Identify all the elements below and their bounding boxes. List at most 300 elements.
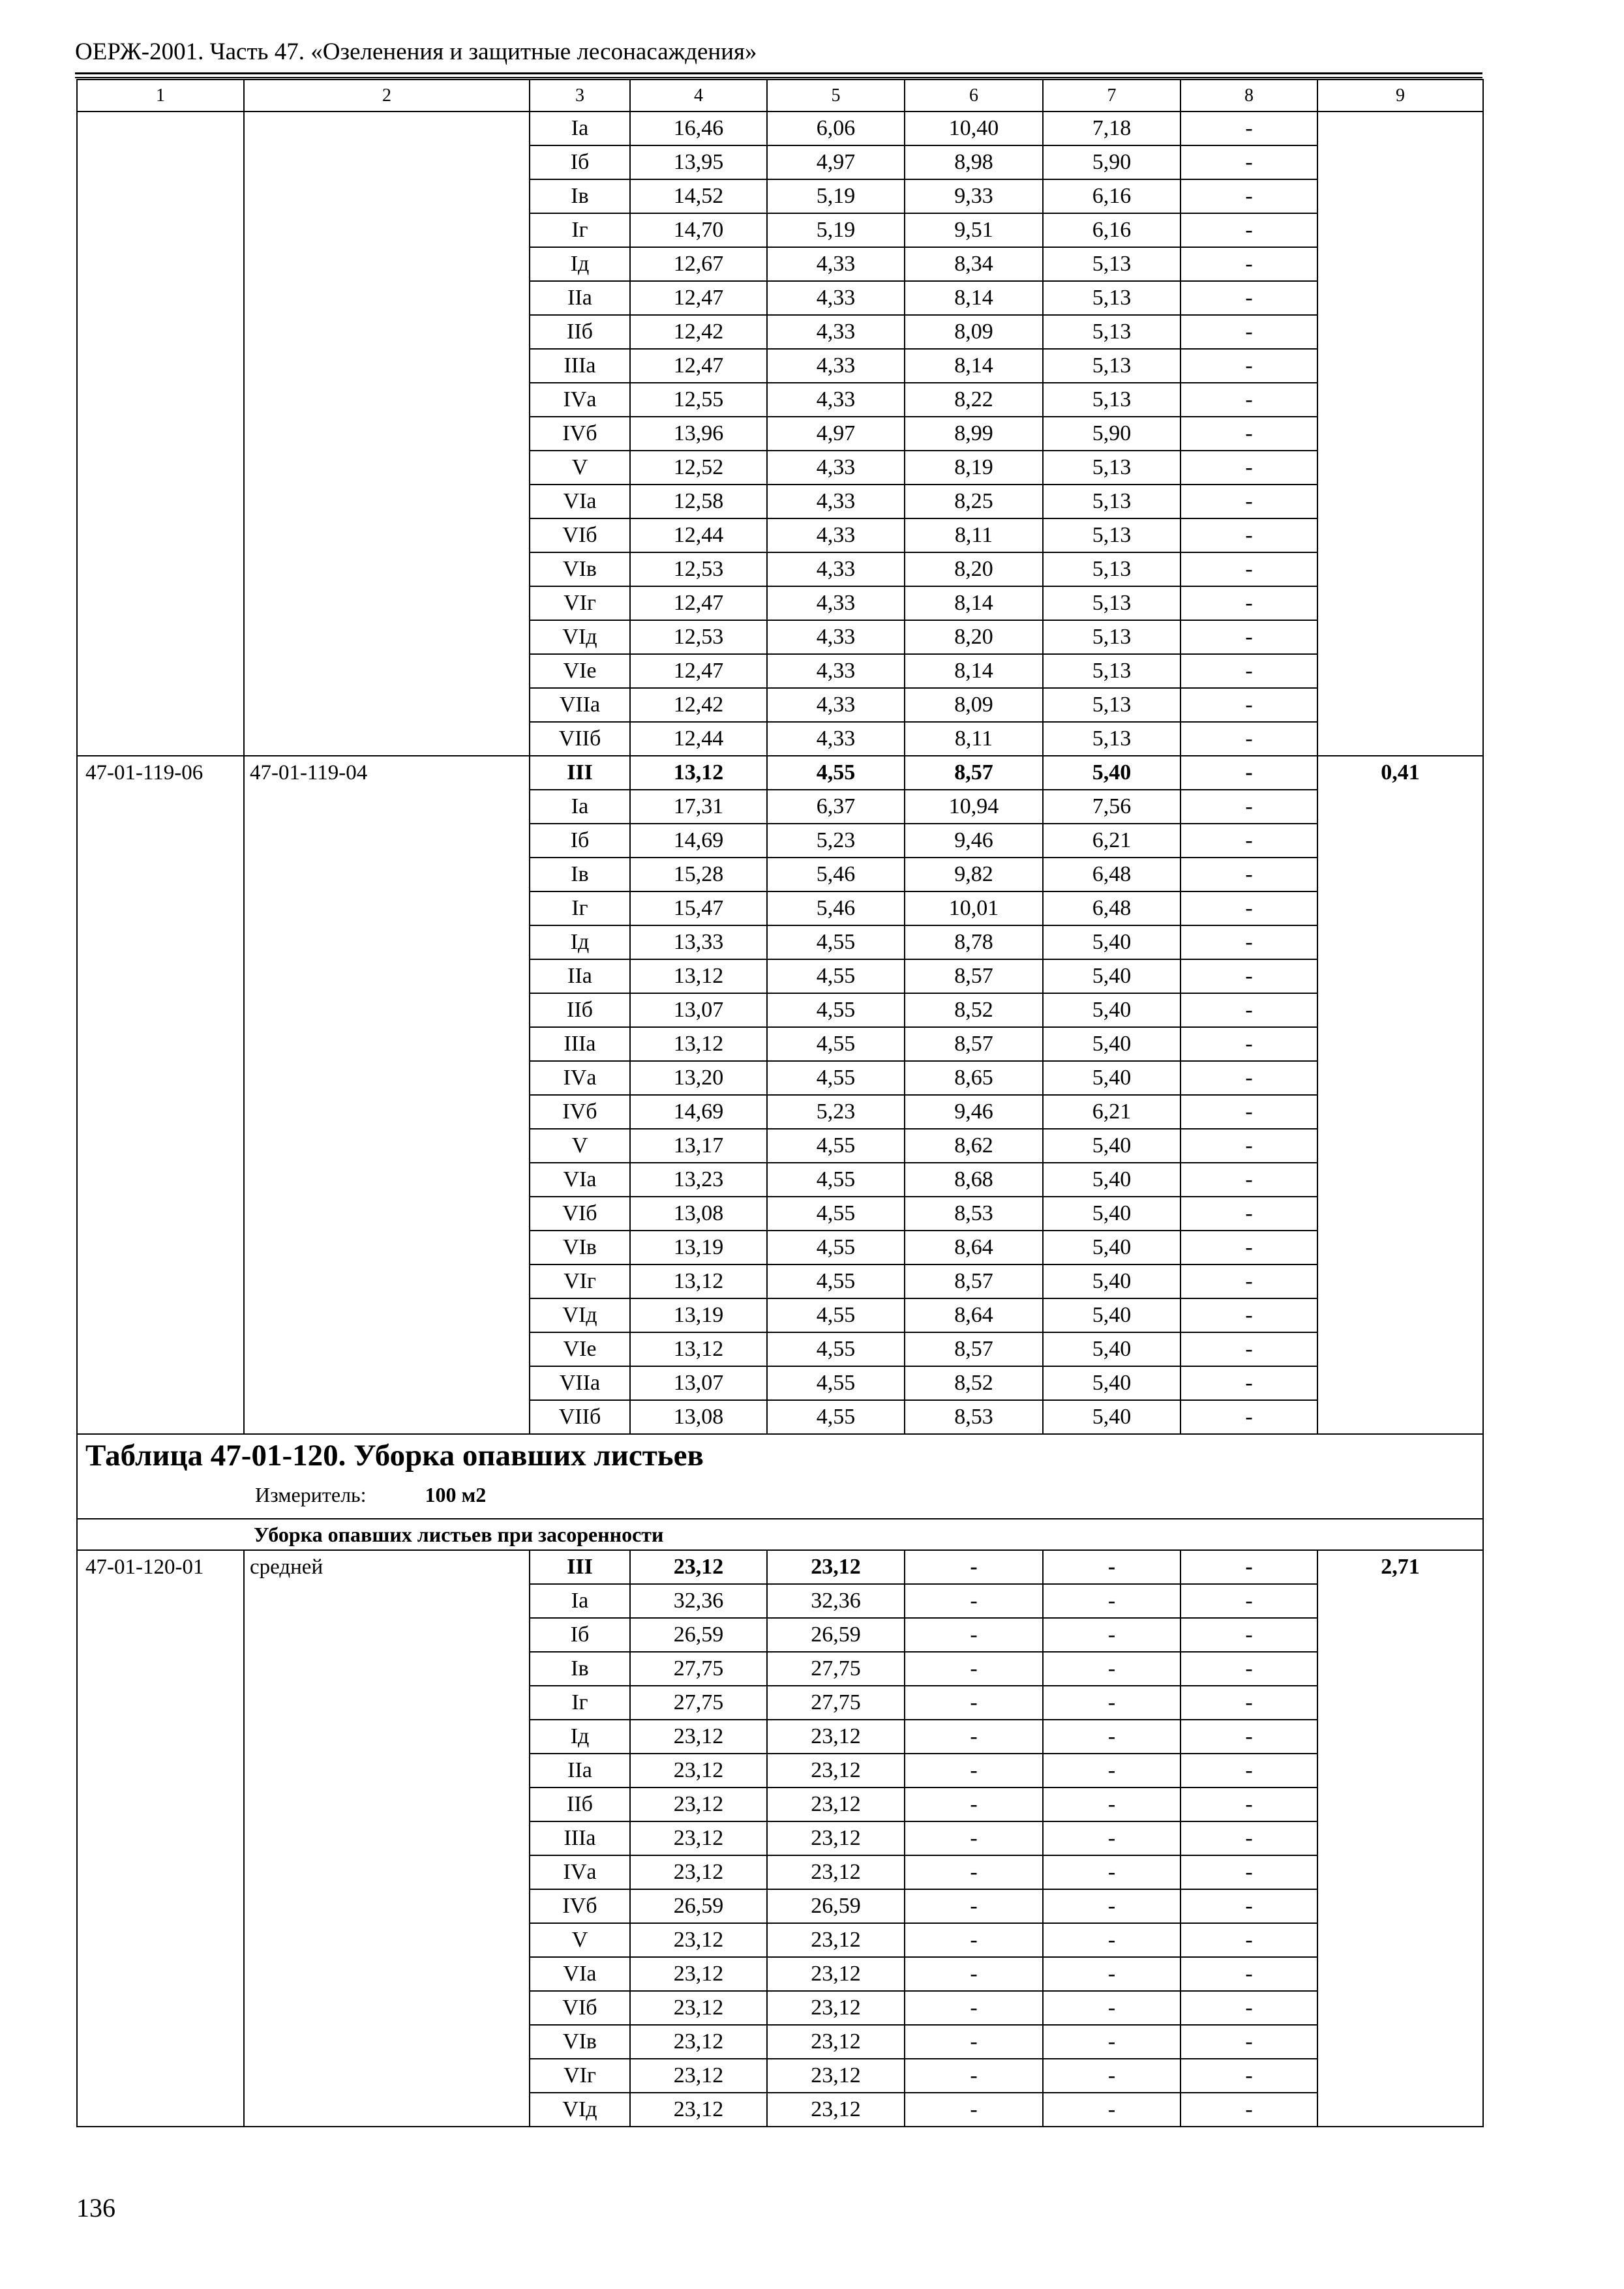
- value-cell: 15,47: [630, 891, 767, 925]
- value-cell: 5,40: [1043, 1332, 1180, 1366]
- value-cell: -: [905, 1550, 1043, 1584]
- value-cell: 7,56: [1043, 790, 1180, 824]
- value-cell: 23,12: [767, 1821, 905, 1855]
- value-cell: 13,20: [630, 1061, 767, 1095]
- value-cell: 4,33: [767, 485, 905, 518]
- zone-cell: Iг: [530, 891, 630, 925]
- value-cell: -: [1180, 722, 1317, 756]
- value-cell: 12,52: [630, 451, 767, 485]
- value-cell: -: [1180, 145, 1317, 179]
- value-cell: 5,13: [1043, 620, 1180, 654]
- materials-cell: 2,71: [1317, 1550, 1483, 2127]
- value-cell: 8,11: [905, 518, 1043, 552]
- value-cell: 15,28: [630, 858, 767, 891]
- section-title: Таблица 47-01-120. Уборка опавших листьев: [85, 1439, 704, 1473]
- value-cell: -: [1043, 1686, 1180, 1720]
- value-cell: 12,44: [630, 518, 767, 552]
- value-cell: 4,33: [767, 349, 905, 383]
- rate-code-cell: [77, 112, 244, 756]
- value-cell: 8,64: [905, 1298, 1043, 1332]
- value-cell: 7,18: [1043, 112, 1180, 145]
- page-header: ОЕРЖ-2001. Часть 47. «Озеленения и защитные лесонасаждения»: [75, 38, 757, 65]
- zone-cell: VIг: [530, 586, 630, 620]
- column-number: 7: [1043, 80, 1180, 112]
- zone-cell: IIIа: [530, 349, 630, 383]
- value-cell: -: [1180, 1618, 1317, 1652]
- value-cell: 13,95: [630, 145, 767, 179]
- value-cell: 23,12: [630, 2093, 767, 2127]
- value-cell: 8,22: [905, 383, 1043, 417]
- value-cell: 12,47: [630, 654, 767, 688]
- value-cell: -: [1180, 2059, 1317, 2093]
- value-cell: -: [1180, 959, 1317, 993]
- value-cell: -: [905, 2093, 1043, 2127]
- value-cell: 16,46: [630, 112, 767, 145]
- zone-cell: VIIа: [530, 688, 630, 722]
- value-cell: 8,99: [905, 417, 1043, 451]
- value-cell: 8,98: [905, 145, 1043, 179]
- value-cell: -: [905, 1889, 1043, 1923]
- value-cell: -: [905, 1788, 1043, 1821]
- value-cell: -: [1180, 1231, 1317, 1264]
- zone-cell: VIг: [530, 1264, 630, 1298]
- table-row: [77, 1550, 1483, 1584]
- value-cell: 23,12: [767, 1788, 905, 1821]
- value-cell: -: [1043, 1788, 1180, 1821]
- value-cell: 6,21: [1043, 1095, 1180, 1129]
- rates-table: [76, 79, 1484, 2127]
- value-cell: -: [1180, 1400, 1317, 1434]
- value-cell: 6,21: [1043, 824, 1180, 858]
- value-cell: -: [1180, 383, 1317, 417]
- value-cell: 23,12: [767, 1855, 905, 1889]
- value-cell: 27,75: [767, 1652, 905, 1686]
- value-cell: 8,57: [905, 1332, 1043, 1366]
- value-cell: 13,12: [630, 1264, 767, 1298]
- rate-code-cell: 47-01-120-01: [77, 1550, 244, 2127]
- value-cell: 5,13: [1043, 349, 1180, 383]
- value-cell: 5,13: [1043, 247, 1180, 281]
- value-cell: -: [1180, 1197, 1317, 1231]
- zone-cell: VIе: [530, 1332, 630, 1366]
- value-cell: 5,23: [767, 824, 905, 858]
- value-cell: 9,46: [905, 824, 1043, 858]
- value-cell: 5,13: [1043, 654, 1180, 688]
- zone-cell: IIб: [530, 1788, 630, 1821]
- zone-cell: Iв: [530, 1652, 630, 1686]
- zone-cell: IVб: [530, 1095, 630, 1129]
- measure-line: [85, 1476, 1482, 1513]
- value-cell: -: [905, 1754, 1043, 1788]
- table-body: [77, 80, 1483, 2127]
- zone-cell: Iг: [530, 1686, 630, 1720]
- value-cell: 4,33: [767, 451, 905, 485]
- value-cell: -: [1180, 1652, 1317, 1686]
- value-cell: 26,59: [630, 1889, 767, 1923]
- zone-cell: VIа: [530, 1163, 630, 1197]
- value-cell: -: [905, 1686, 1043, 1720]
- value-cell: 8,52: [905, 993, 1043, 1027]
- value-cell: -: [1180, 1991, 1317, 2025]
- value-cell: 12,53: [630, 552, 767, 586]
- zone-cell: VIд: [530, 1298, 630, 1332]
- zone-cell: IVа: [530, 1855, 630, 1889]
- value-cell: 5,13: [1043, 722, 1180, 756]
- value-cell: 26,59: [630, 1618, 767, 1652]
- rate-name-cell: 47-01-119-04: [244, 756, 530, 1434]
- header-rule-thin: [75, 77, 1482, 78]
- value-cell: -: [1043, 1821, 1180, 1855]
- value-cell: -: [1180, 213, 1317, 247]
- value-cell: 23,12: [630, 1720, 767, 1754]
- column-number: 3: [530, 80, 630, 112]
- value-cell: 27,75: [767, 1686, 905, 1720]
- value-cell: 23,12: [630, 1855, 767, 1889]
- value-cell: -: [905, 1652, 1043, 1686]
- value-cell: 8,20: [905, 552, 1043, 586]
- value-cell: 8,25: [905, 485, 1043, 518]
- zone-cell: VIв: [530, 1231, 630, 1264]
- value-cell: 13,19: [630, 1231, 767, 1264]
- value-cell: 5,40: [1043, 1400, 1180, 1434]
- value-cell: 26,59: [767, 1618, 905, 1652]
- value-cell: 13,08: [630, 1400, 767, 1434]
- value-cell: -: [1180, 1332, 1317, 1366]
- value-cell: 23,12: [767, 1957, 905, 1991]
- value-cell: 12,42: [630, 688, 767, 722]
- column-number: 4: [630, 80, 767, 112]
- section-row: [77, 1434, 1483, 1519]
- value-cell: -: [1180, 1298, 1317, 1332]
- value-cell: 4,55: [767, 1264, 905, 1298]
- value-cell: -: [1180, 485, 1317, 518]
- measure-label: Измеритель:: [255, 1483, 367, 1506]
- column-number: 8: [1180, 80, 1317, 112]
- value-cell: -: [1180, 654, 1317, 688]
- value-cell: 6,37: [767, 790, 905, 824]
- value-cell: -: [1043, 1923, 1180, 1957]
- value-cell: 13,12: [630, 1332, 767, 1366]
- value-cell: 8,65: [905, 1061, 1043, 1095]
- value-cell: -: [905, 1720, 1043, 1754]
- value-cell: -: [1180, 858, 1317, 891]
- value-cell: -: [1180, 1923, 1317, 1957]
- materials-cell: [1317, 112, 1483, 756]
- value-cell: -: [1180, 620, 1317, 654]
- value-cell: 4,33: [767, 654, 905, 688]
- value-cell: 23,12: [630, 1754, 767, 1788]
- value-cell: -: [1180, 417, 1317, 451]
- value-cell: 23,12: [767, 2093, 905, 2127]
- measure-unit: 100 м2: [425, 1483, 487, 1506]
- value-cell: 8,53: [905, 1197, 1043, 1231]
- value-cell: -: [1180, 993, 1317, 1027]
- value-cell: 23,12: [630, 1991, 767, 2025]
- value-cell: 12,47: [630, 281, 767, 315]
- value-cell: -: [1043, 1618, 1180, 1652]
- zone-cell: Iа: [530, 790, 630, 824]
- value-cell: 5,40: [1043, 1231, 1180, 1264]
- value-cell: 4,33: [767, 586, 905, 620]
- zone-cell: VIг: [530, 2059, 630, 2093]
- column-number: 2: [244, 80, 530, 112]
- value-cell: 13,07: [630, 993, 767, 1027]
- value-cell: -: [1180, 824, 1317, 858]
- value-cell: 12,47: [630, 586, 767, 620]
- zone-cell: Iд: [530, 925, 630, 959]
- value-cell: -: [1043, 1991, 1180, 2025]
- value-cell: 32,36: [767, 1584, 905, 1618]
- zone-cell: VIIб: [530, 1400, 630, 1434]
- value-cell: 12,44: [630, 722, 767, 756]
- value-cell: 4,33: [767, 383, 905, 417]
- value-cell: 8,62: [905, 1129, 1043, 1163]
- value-cell: 13,08: [630, 1197, 767, 1231]
- value-cell: 5,40: [1043, 925, 1180, 959]
- value-cell: 23,12: [767, 2025, 905, 2059]
- value-cell: 8,34: [905, 247, 1043, 281]
- value-cell: -: [1180, 1061, 1317, 1095]
- value-cell: -: [905, 2025, 1043, 2059]
- value-cell: 5,40: [1043, 1298, 1180, 1332]
- value-cell: 5,90: [1043, 417, 1180, 451]
- value-cell: 4,55: [767, 1061, 905, 1095]
- value-cell: -: [1180, 451, 1317, 485]
- zone-cell: IIа: [530, 281, 630, 315]
- zone-cell: III: [530, 756, 630, 790]
- value-cell: 23,12: [767, 1550, 905, 1584]
- value-cell: -: [1180, 1821, 1317, 1855]
- value-cell: 13,23: [630, 1163, 767, 1197]
- value-cell: -: [1180, 1855, 1317, 1889]
- value-cell: 12,67: [630, 247, 767, 281]
- value-cell: 5,40: [1043, 1061, 1180, 1095]
- section-header-cell: [77, 1434, 1483, 1519]
- value-cell: 8,14: [905, 586, 1043, 620]
- zone-cell: VIIб: [530, 722, 630, 756]
- value-cell: 5,13: [1043, 281, 1180, 315]
- value-cell: 8,19: [905, 451, 1043, 485]
- value-cell: 5,13: [1043, 552, 1180, 586]
- value-cell: 6,16: [1043, 213, 1180, 247]
- value-cell: -: [905, 1957, 1043, 1991]
- value-cell: -: [905, 1618, 1043, 1652]
- value-cell: -: [1180, 1957, 1317, 1991]
- value-cell: -: [1180, 1163, 1317, 1197]
- value-cell: -: [1043, 1550, 1180, 1584]
- value-cell: -: [1180, 1720, 1317, 1754]
- value-cell: 8,52: [905, 1366, 1043, 1400]
- zone-cell: IIа: [530, 959, 630, 993]
- value-cell: 5,13: [1043, 688, 1180, 722]
- value-cell: -: [1043, 2093, 1180, 2127]
- value-cell: 27,75: [630, 1652, 767, 1686]
- zone-cell: VIа: [530, 485, 630, 518]
- value-cell: 23,12: [630, 1957, 767, 1991]
- rate-name-cell: [244, 112, 530, 756]
- value-cell: -: [1180, 1550, 1317, 1584]
- zone-cell: IIа: [530, 1754, 630, 1788]
- zone-cell: V: [530, 1129, 630, 1163]
- value-cell: 23,12: [630, 1550, 767, 1584]
- value-cell: 4,55: [767, 1197, 905, 1231]
- value-cell: 4,33: [767, 722, 905, 756]
- value-cell: 12,47: [630, 349, 767, 383]
- value-cell: 9,51: [905, 213, 1043, 247]
- zone-cell: Iд: [530, 1720, 630, 1754]
- zone-cell: VIб: [530, 518, 630, 552]
- value-cell: 5,40: [1043, 1197, 1180, 1231]
- value-cell: 5,40: [1043, 1264, 1180, 1298]
- value-cell: -: [1180, 112, 1317, 145]
- value-cell: 4,55: [767, 993, 905, 1027]
- value-cell: -: [1043, 1584, 1180, 1618]
- value-cell: 9,82: [905, 858, 1043, 891]
- value-cell: 4,55: [767, 1298, 905, 1332]
- materials-cell: 0,41: [1317, 756, 1483, 1434]
- value-cell: 17,31: [630, 790, 767, 824]
- zone-cell: VIд: [530, 620, 630, 654]
- value-cell: 13,19: [630, 1298, 767, 1332]
- zone-cell: VIв: [530, 552, 630, 586]
- value-cell: 23,12: [767, 1720, 905, 1754]
- value-cell: 10,01: [905, 891, 1043, 925]
- value-cell: -: [1180, 1788, 1317, 1821]
- value-cell: -: [1043, 2025, 1180, 2059]
- zone-cell: IVб: [530, 417, 630, 451]
- value-cell: 5,13: [1043, 518, 1180, 552]
- value-cell: -: [905, 1584, 1043, 1618]
- value-cell: -: [1043, 2059, 1180, 2093]
- value-cell: -: [905, 1855, 1043, 1889]
- value-cell: -: [1180, 247, 1317, 281]
- header-rule: [75, 72, 1482, 74]
- value-cell: 10,40: [905, 112, 1043, 145]
- value-cell: 8,78: [905, 925, 1043, 959]
- value-cell: 5,40: [1043, 1129, 1180, 1163]
- value-cell: 13,12: [630, 959, 767, 993]
- value-cell: 4,97: [767, 417, 905, 451]
- value-cell: -: [1180, 1264, 1317, 1298]
- zone-cell: IIб: [530, 993, 630, 1027]
- value-cell: -: [1180, 586, 1317, 620]
- value-cell: 14,52: [630, 179, 767, 213]
- value-cell: 5,19: [767, 179, 905, 213]
- value-cell: 8,53: [905, 1400, 1043, 1434]
- value-cell: 4,33: [767, 247, 905, 281]
- value-cell: 23,12: [630, 2025, 767, 2059]
- table-row: [77, 112, 1483, 145]
- value-cell: -: [1180, 1686, 1317, 1720]
- subheading-row: [77, 1519, 1483, 1550]
- value-cell: 5,46: [767, 858, 905, 891]
- table-row: [77, 756, 1483, 790]
- value-cell: 5,19: [767, 213, 905, 247]
- value-cell: -: [1180, 891, 1317, 925]
- value-cell: 8,57: [905, 959, 1043, 993]
- zone-cell: Iб: [530, 824, 630, 858]
- value-cell: 8,14: [905, 281, 1043, 315]
- column-number: 9: [1317, 80, 1483, 112]
- value-cell: -: [1180, 790, 1317, 824]
- value-cell: 8,57: [905, 756, 1043, 790]
- zone-cell: VIIа: [530, 1366, 630, 1400]
- value-cell: 10,94: [905, 790, 1043, 824]
- value-cell: 4,33: [767, 518, 905, 552]
- value-cell: -: [1043, 1889, 1180, 1923]
- value-cell: 5,40: [1043, 1366, 1180, 1400]
- value-cell: -: [1043, 1754, 1180, 1788]
- value-cell: 8,09: [905, 315, 1043, 349]
- zone-cell: VIб: [530, 1197, 630, 1231]
- value-cell: -: [1180, 179, 1317, 213]
- zone-cell: IVб: [530, 1889, 630, 1923]
- value-cell: 8,14: [905, 654, 1043, 688]
- value-cell: 27,75: [630, 1686, 767, 1720]
- value-cell: -: [905, 1821, 1043, 1855]
- value-cell: 13,33: [630, 925, 767, 959]
- value-cell: 14,70: [630, 213, 767, 247]
- value-cell: 8,09: [905, 688, 1043, 722]
- zone-cell: Iг: [530, 213, 630, 247]
- value-cell: 8,20: [905, 620, 1043, 654]
- zone-cell: Iв: [530, 858, 630, 891]
- value-cell: 8,14: [905, 349, 1043, 383]
- value-cell: 6,48: [1043, 858, 1180, 891]
- value-cell: 4,55: [767, 959, 905, 993]
- page-number: 136: [76, 2193, 115, 2222]
- value-cell: 5,40: [1043, 959, 1180, 993]
- value-cell: 4,33: [767, 315, 905, 349]
- zone-cell: VIд: [530, 2093, 630, 2127]
- value-cell: 5,13: [1043, 383, 1180, 417]
- value-cell: 4,55: [767, 1400, 905, 1434]
- value-cell: 23,12: [767, 1991, 905, 2025]
- value-cell: 9,46: [905, 1095, 1043, 1129]
- zone-cell: Iб: [530, 1618, 630, 1652]
- zone-cell: Iа: [530, 1584, 630, 1618]
- value-cell: -: [1043, 1855, 1180, 1889]
- value-cell: 4,33: [767, 620, 905, 654]
- value-cell: 4,55: [767, 925, 905, 959]
- value-cell: -: [1180, 552, 1317, 586]
- subheading-cell: Уборка опавших листьев при засоренности: [77, 1519, 1483, 1550]
- column-number: 5: [767, 80, 905, 112]
- zone-cell: VIб: [530, 1991, 630, 2025]
- value-cell: 5,13: [1043, 451, 1180, 485]
- value-cell: 4,97: [767, 145, 905, 179]
- zone-cell: III: [530, 1550, 630, 1584]
- value-cell: 4,55: [767, 756, 905, 790]
- value-cell: -: [1180, 315, 1317, 349]
- value-cell: 4,55: [767, 1231, 905, 1264]
- value-cell: 23,12: [630, 1821, 767, 1855]
- value-cell: 14,69: [630, 1095, 767, 1129]
- value-cell: -: [1043, 1720, 1180, 1754]
- column-number: 6: [905, 80, 1043, 112]
- value-cell: -: [1180, 1095, 1317, 1129]
- value-cell: 6,06: [767, 112, 905, 145]
- value-cell: 5,90: [1043, 145, 1180, 179]
- zone-cell: IIIа: [530, 1821, 630, 1855]
- value-cell: 4,33: [767, 552, 905, 586]
- value-cell: -: [1180, 1366, 1317, 1400]
- column-number: 1: [77, 80, 244, 112]
- value-cell: 8,11: [905, 722, 1043, 756]
- value-cell: 12,53: [630, 620, 767, 654]
- value-cell: 4,55: [767, 1129, 905, 1163]
- value-cell: 12,55: [630, 383, 767, 417]
